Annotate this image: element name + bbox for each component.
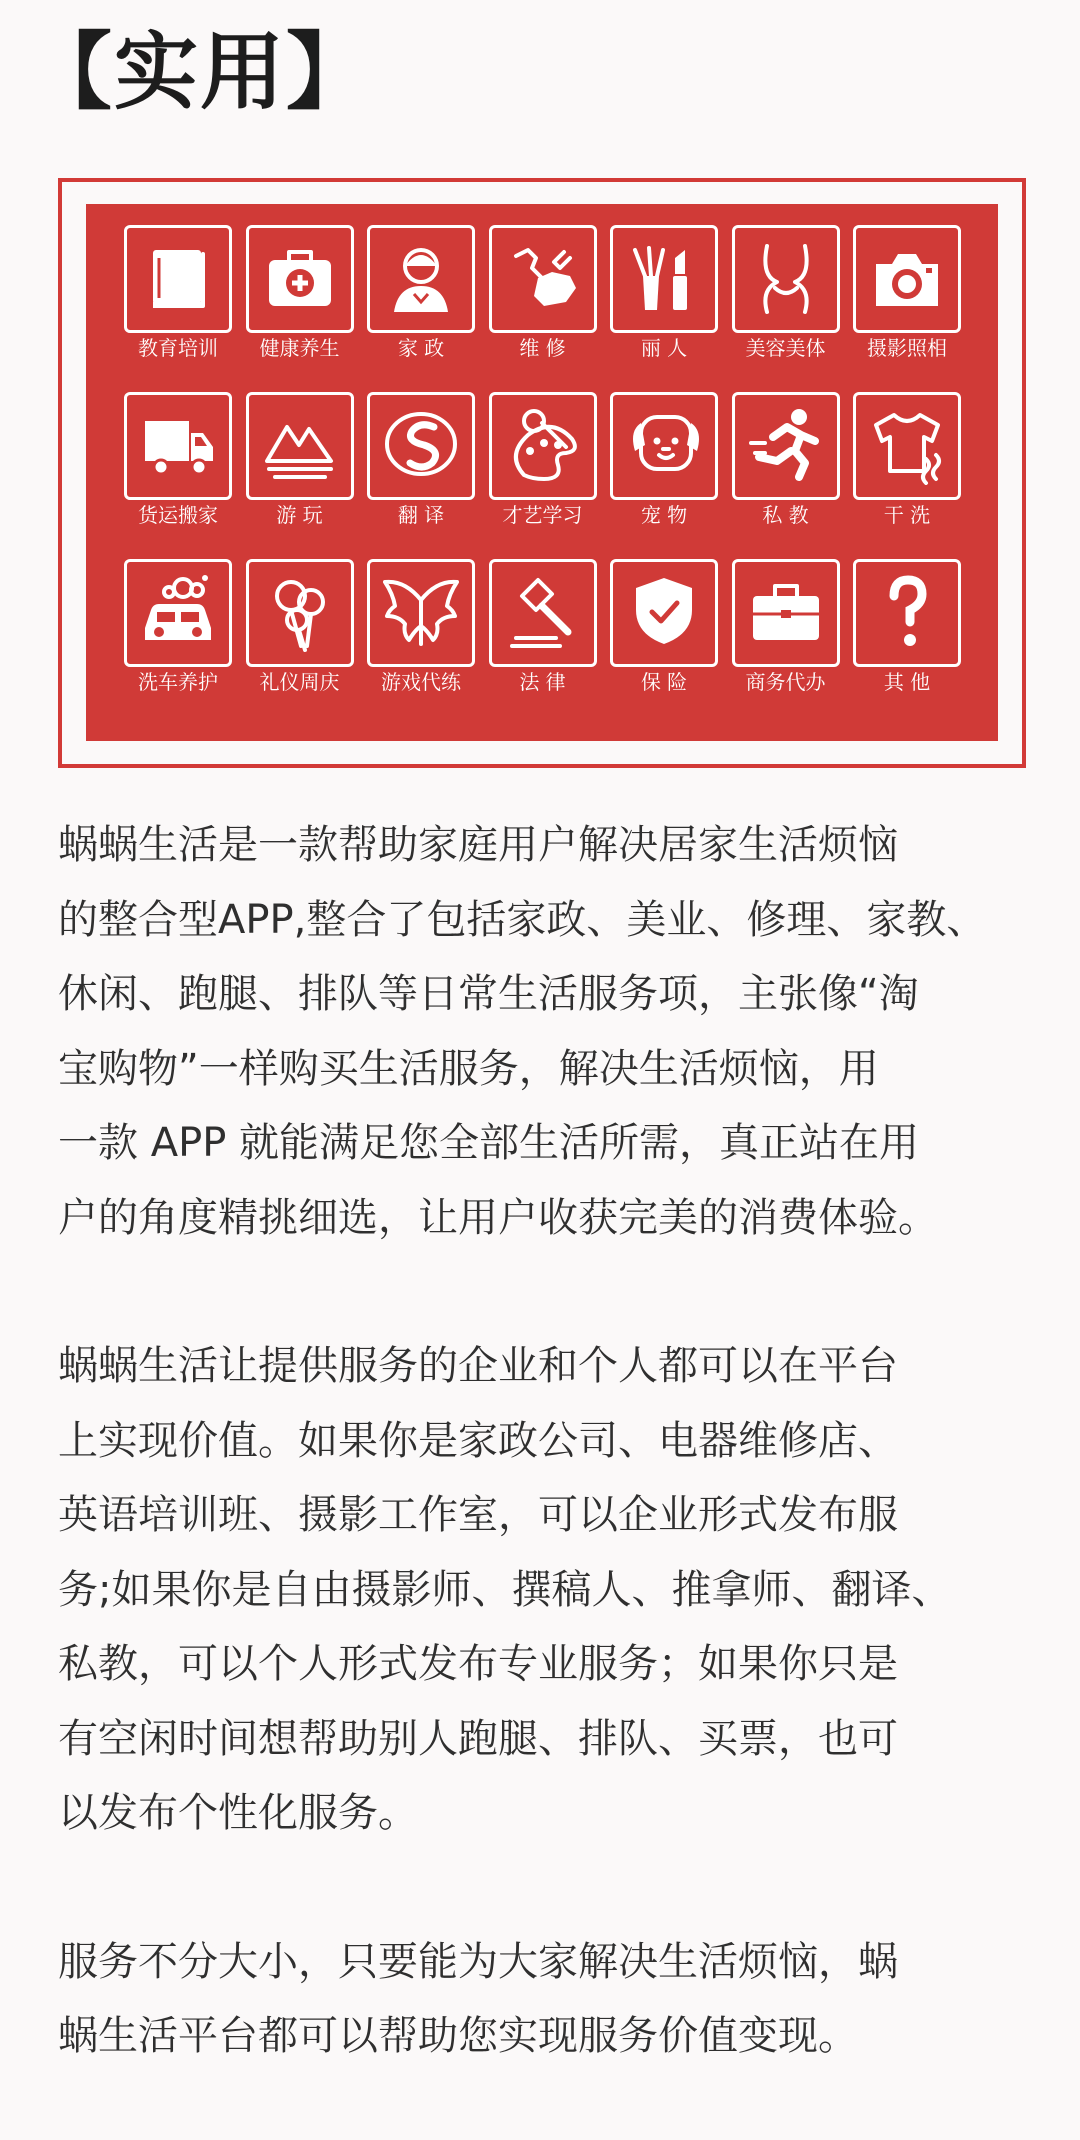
category-label: 游戏代练 [381, 670, 461, 694]
paragraph-line: 的整合型APP,整合了包括家政、美业、修理、家教、 [58, 896, 987, 943]
category-tile[interactable] [610, 559, 718, 667]
category-label: 洗车养护 [138, 670, 218, 694]
translate-s-icon [380, 403, 462, 489]
category-tile[interactable] [489, 559, 597, 667]
paragraph-line: 宝购物”一样购买生活服务，解决生活烦恼，用 [58, 1045, 879, 1092]
category-tile[interactable] [246, 225, 354, 333]
paragraph-line: 蜗蜗生活让提供服务的企业和个人都可以在平台 [58, 1343, 898, 1389]
category-item[interactable] [732, 559, 840, 699]
paragraph [58, 1329, 1038, 1851]
category-item[interactable] [124, 559, 232, 699]
category-tile[interactable] [246, 559, 354, 667]
category-item[interactable] [610, 392, 718, 532]
first-aid-kit-icon [259, 236, 341, 322]
category-item[interactable] [367, 392, 475, 532]
category-tile[interactable] [246, 392, 354, 500]
book-icon [137, 236, 219, 322]
shield-check-icon [623, 570, 705, 656]
category-label: 丽 人 [640, 336, 688, 360]
category-item[interactable] [489, 392, 597, 532]
category-label: 美容美体 [745, 336, 826, 360]
truck-icon [137, 403, 219, 489]
paragraph-line: 服务不分大小，只要能为大家解决生活烦恼，蜗 [58, 1938, 898, 1985]
category-label: 家 政 [397, 336, 445, 360]
category-tile[interactable] [489, 225, 597, 333]
category-label: 商务代办 [745, 670, 826, 694]
paragraph-line: 蜗蜗生活是一款帮助家庭用户解决居家生活烦恼 [58, 822, 898, 868]
category-label: 翻 译 [397, 503, 445, 527]
article-body [58, 808, 1038, 2074]
category-label: 货运搬家 [138, 503, 218, 527]
paragraph [58, 1925, 1038, 2074]
category-item[interactable] [246, 225, 354, 365]
paragraph-line: 户的角度精挑细选，让用户收获完美的消费体验。 [58, 1194, 938, 1241]
category-label: 私 教 [762, 503, 809, 527]
category-tile[interactable] [124, 559, 232, 667]
paragraph [58, 808, 1038, 1255]
wings-icon [380, 570, 462, 656]
mountain-icon [259, 403, 341, 489]
category-label: 摄影照相 [867, 336, 947, 360]
category-tile[interactable] [610, 225, 718, 333]
category-item[interactable] [489, 225, 597, 365]
category-tile[interactable] [732, 225, 840, 333]
car-wash-icon [137, 570, 219, 656]
category-label: 干 洗 [883, 503, 931, 527]
gavel-icon [502, 570, 584, 656]
category-tile[interactable] [367, 225, 475, 333]
category-item[interactable] [853, 392, 961, 532]
wrench-icon [502, 236, 584, 322]
category-item[interactable] [367, 559, 475, 699]
category-label: 其 他 [883, 670, 931, 694]
category-tile[interactable] [853, 225, 961, 333]
paragraph-line: 以发布个性化服务。 [58, 1790, 418, 1836]
category-label: 教育培训 [138, 336, 218, 360]
category-label: 保 险 [640, 670, 688, 694]
category-item[interactable] [732, 225, 840, 365]
category-label: 宠 物 [640, 503, 688, 527]
paragraph-line: 有空闲时间想帮助别人跑腿、排队、买票，也可 [58, 1715, 898, 1762]
category-tile[interactable] [853, 392, 961, 500]
category-tile[interactable] [732, 392, 840, 500]
category-item[interactable] [853, 225, 961, 365]
housekeeper-icon [380, 236, 462, 322]
category-item[interactable] [853, 559, 961, 699]
body-shape-icon [745, 236, 827, 322]
category-label: 健康养生 [259, 336, 340, 360]
category-tile[interactable] [124, 225, 232, 333]
category-label: 游 玩 [276, 503, 323, 527]
category-label: 礼仪周庆 [259, 670, 340, 694]
balloons-icon [259, 570, 341, 656]
category-label: 才艺学习 [502, 503, 583, 527]
category-tile[interactable] [124, 392, 232, 500]
category-tile[interactable] [610, 392, 718, 500]
category-tile[interactable] [367, 392, 475, 500]
category-label: 维 修 [519, 336, 566, 360]
category-grid [124, 225, 961, 699]
category-item[interactable] [246, 392, 354, 532]
category-panel [86, 204, 998, 741]
paragraph-line: 英语培训班、摄影工作室，可以企业形式发布服 [58, 1492, 898, 1538]
category-item[interactable] [246, 559, 354, 699]
category-item[interactable] [124, 225, 232, 365]
section-title: 【实用】 [28, 23, 373, 121]
paragraph-line: 一款 APP 就能满足您全部生活所需，真正站在用 [58, 1120, 920, 1166]
paragraph-line: 休闲、跑腿、排队等日常生活服务项，主张像“淘 [58, 971, 919, 1017]
category-item[interactable] [610, 559, 718, 699]
category-item[interactable] [489, 559, 597, 699]
category-item[interactable] [124, 392, 232, 532]
question-icon [866, 570, 948, 656]
category-label: 法 律 [519, 670, 566, 694]
category-tile[interactable] [732, 559, 840, 667]
shirt-icon [866, 403, 948, 489]
paragraph-line: 私教，可以个人形式发布专业服务；如果你只是 [58, 1641, 898, 1687]
dog-icon [623, 403, 705, 489]
category-tile[interactable] [853, 559, 961, 667]
palette-icon [502, 403, 584, 489]
briefcase-icon [745, 570, 827, 656]
camera-icon [866, 236, 948, 322]
runner-icon [745, 403, 827, 489]
category-tile[interactable] [367, 559, 475, 667]
category-item[interactable] [732, 392, 840, 532]
makeup-brush-icon [623, 236, 705, 322]
paragraph-line: 务;如果你是自由摄影师、撰稿人、推拿师、翻译、 [58, 1566, 952, 1613]
paragraph-line: 上实现价值。如果你是家政公司、电器维修店、 [58, 1417, 898, 1464]
paragraph-line: 蜗生活平台都可以帮助您实现服务价值变现。 [58, 2013, 858, 2059]
category-item[interactable] [367, 225, 475, 365]
category-tile[interactable] [489, 392, 597, 500]
category-item[interactable] [610, 225, 718, 365]
